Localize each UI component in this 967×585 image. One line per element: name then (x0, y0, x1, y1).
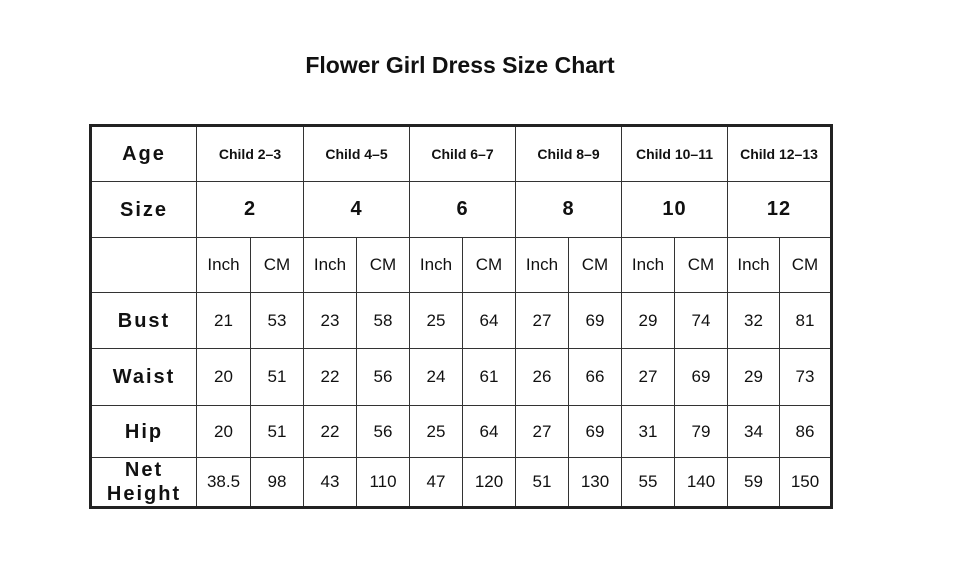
age-header: Child 6–7 (410, 126, 516, 182)
measurement-value: 22 (304, 406, 357, 458)
measurement-value: 69 (569, 293, 622, 349)
measurement-row (91, 293, 832, 349)
measurement-value: 58 (357, 293, 410, 349)
measurement-value: 86 (780, 406, 832, 458)
unit-inch: Inch (516, 238, 569, 293)
measurement-value: 32 (728, 293, 780, 349)
unit-cm: CM (463, 238, 516, 293)
measurement-value: 27 (622, 349, 675, 406)
age-label: Age (91, 126, 197, 182)
measurement-value: 27 (516, 406, 569, 458)
measurement-value: 110 (357, 458, 410, 508)
measurement-value: 73 (780, 349, 832, 406)
unit-cm: CM (357, 238, 410, 293)
measurement-value: 66 (569, 349, 622, 406)
unit-cm: CM (675, 238, 728, 293)
measurement-value: 79 (675, 406, 728, 458)
measurement-value: 140 (675, 458, 728, 508)
measurement-value: 120 (463, 458, 516, 508)
measurement-value: 150 (780, 458, 832, 508)
measurement-value: 25 (410, 406, 463, 458)
measurement-value: 31 (622, 406, 675, 458)
measurement-value: 34 (728, 406, 780, 458)
size-header: 12 (728, 182, 832, 238)
age-row (91, 126, 832, 182)
measurement-value: 20 (197, 349, 251, 406)
measurement-value: 59 (728, 458, 780, 508)
unit-cm: CM (251, 238, 304, 293)
measurement-value: 38.5 (197, 458, 251, 508)
size-label: Size (91, 182, 197, 238)
age-header: Child 8–9 (516, 126, 622, 182)
measurement-value: 51 (251, 406, 304, 458)
measurement-value: 64 (463, 406, 516, 458)
measurement-value: 98 (251, 458, 304, 508)
row-label: Hip (91, 406, 197, 458)
age-header: Child 2–3 (197, 126, 304, 182)
unit-inch: Inch (622, 238, 675, 293)
measurement-value: 61 (463, 349, 516, 406)
measurement-value: 64 (463, 293, 516, 349)
unit-cm: CM (780, 238, 832, 293)
measurement-value: 53 (251, 293, 304, 349)
units-row (91, 238, 832, 293)
measurement-value: 23 (304, 293, 357, 349)
size-header: 8 (516, 182, 622, 238)
measurement-value: 25 (410, 293, 463, 349)
size-header: 10 (622, 182, 728, 238)
size-header: 4 (304, 182, 410, 238)
size-header: 6 (410, 182, 516, 238)
measurement-value: 51 (251, 349, 304, 406)
measurement-value: 29 (622, 293, 675, 349)
empty-corner-cell (91, 238, 197, 293)
unit-inch: Inch (197, 238, 251, 293)
measurement-value: 29 (728, 349, 780, 406)
age-header: Child 12–13 (728, 126, 832, 182)
measurement-value: 81 (780, 293, 832, 349)
measurement-value: 56 (357, 406, 410, 458)
measurement-value: 130 (569, 458, 622, 508)
measurement-value: 47 (410, 458, 463, 508)
measurement-row (91, 349, 832, 406)
measurement-value: 24 (410, 349, 463, 406)
chart-title: Flower Girl Dress Size Chart (305, 52, 615, 78)
size-header: 2 (197, 182, 304, 238)
unit-inch: Inch (728, 238, 780, 293)
row-label (91, 458, 197, 508)
measurement-value: 69 (675, 349, 728, 406)
measurement-value: 69 (569, 406, 622, 458)
size-row (91, 182, 832, 238)
unit-cm: CM (569, 238, 622, 293)
measurement-value: 27 (516, 293, 569, 349)
row-label: Bust (91, 293, 197, 349)
measurement-value: 20 (197, 406, 251, 458)
row-label: Waist (91, 349, 197, 406)
age-header: Child 4–5 (304, 126, 410, 182)
measurement-value: 56 (357, 349, 410, 406)
unit-inch: Inch (410, 238, 463, 293)
row-label-line: Net (124, 459, 164, 481)
measurement-value: 21 (197, 293, 251, 349)
row-label-line: Height (106, 483, 182, 505)
measurement-value: 26 (516, 349, 569, 406)
measurement-value: 74 (675, 293, 728, 349)
age-header: Child 10–11 (622, 126, 728, 182)
unit-inch: Inch (304, 238, 357, 293)
size-chart-table (89, 124, 833, 509)
measurement-value: 22 (304, 349, 357, 406)
measurement-row (91, 458, 832, 508)
measurement-value: 43 (304, 458, 357, 508)
measurement-value: 51 (516, 458, 569, 508)
measurement-value: 55 (622, 458, 675, 508)
measurement-row (91, 406, 832, 458)
